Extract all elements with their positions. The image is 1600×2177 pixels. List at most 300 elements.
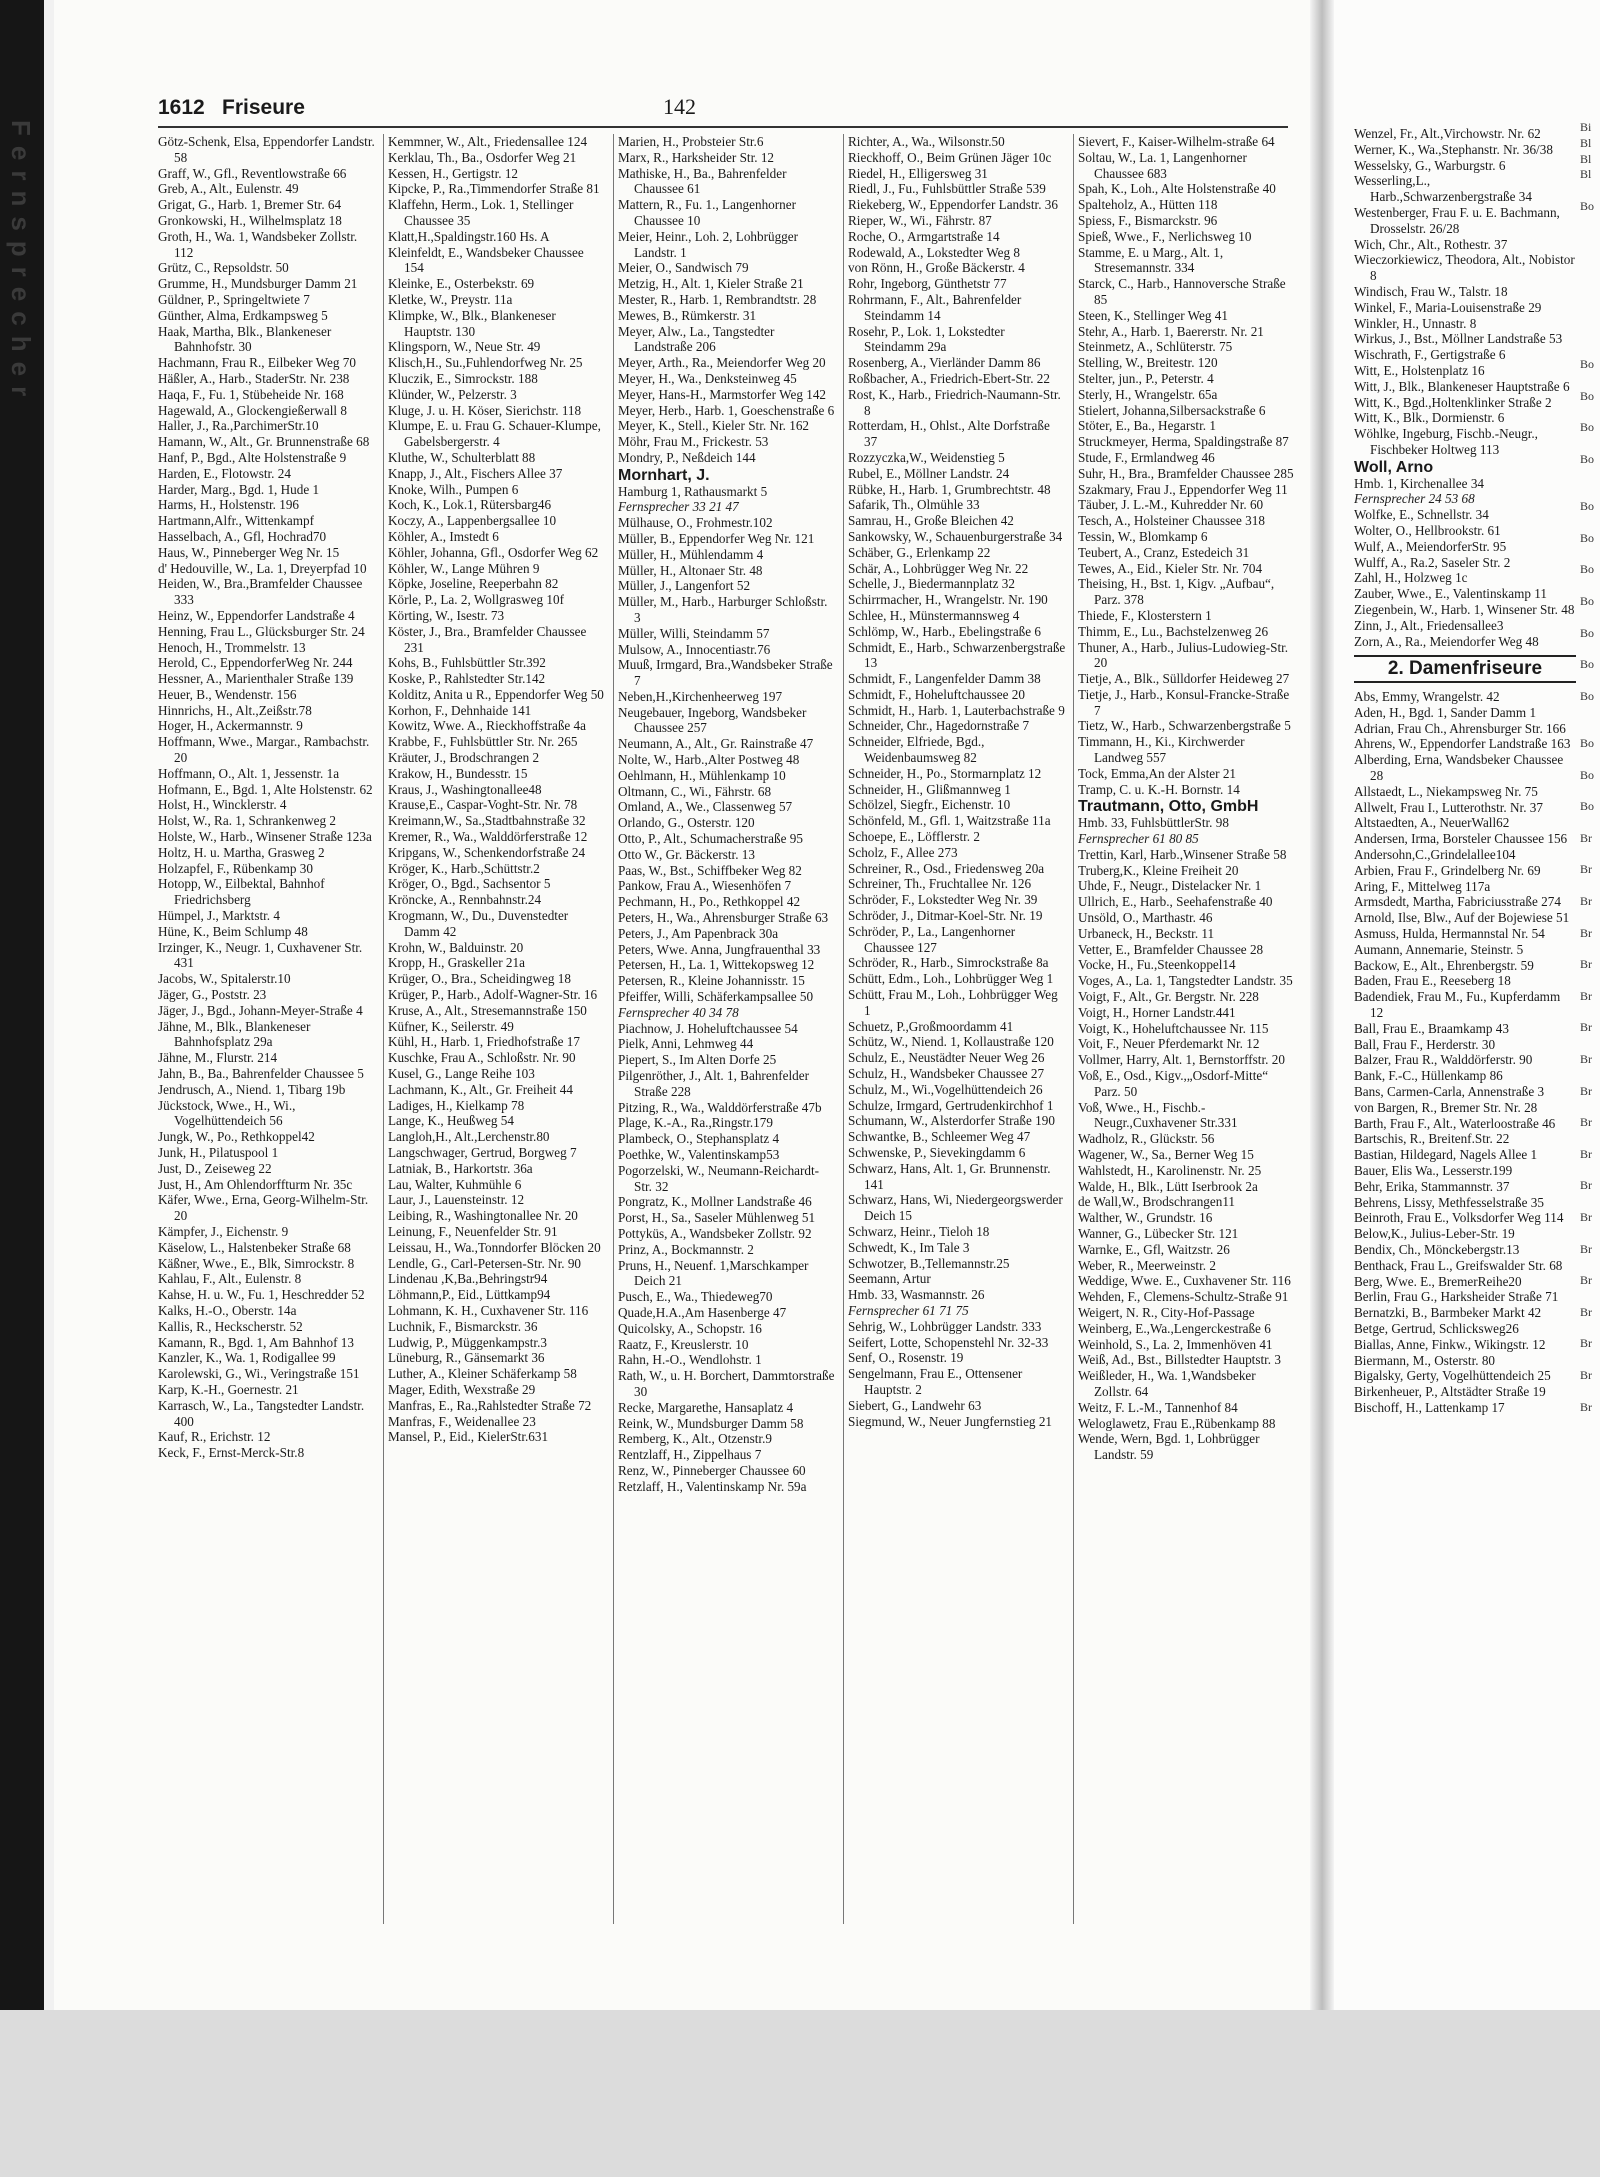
directory-entry: Kuschke, Frau A., Schloßstr. Nr. 90: [388, 1050, 576, 1066]
cut-entry-fragment: Bo: [1580, 562, 1595, 577]
directory-entry: Urbaneck, H., Beckstr. 11: [1078, 925, 1215, 941]
cut-entry-fragment: Br: [1580, 894, 1592, 909]
directory-entry: Götz-Schenk, Elsa, Eppendorfer Landstr. 58: [158, 134, 375, 165]
directory-entry: Kerklau, Th., Ba., Osdorfer Weg 21: [388, 149, 577, 165]
cut-entry-fragment: [1580, 673, 1600, 689]
directory-entry: Just, D., Zeiseweg 22: [158, 1160, 272, 1176]
directory-entry: Andersohn,C.,Grindelallee104: [1354, 847, 1516, 863]
directory-entry: Heuer, B., Wendenstr. 156: [158, 686, 297, 702]
directory-entry: Piachnow, J. Hoheluftchaussee 54: [618, 1020, 798, 1036]
column-divider: [383, 134, 384, 1924]
directory-entry: Winkel, F., Maria-Louisenstraße 29: [1354, 299, 1542, 315]
directory-entry: Meyer, Alw., La., Tangstedter Landstraße 206: [618, 323, 775, 355]
cut-entry-fragment: [1580, 215, 1600, 231]
directory-entry: Schreiner, R., Osd., Friedensweg 20a: [848, 860, 1045, 876]
directory-entry: Kripgans, W., Schenkendorfstraße 24: [388, 844, 586, 860]
directory-entry: Vetter, E., Bramfelder Chaussee 28: [1078, 941, 1264, 957]
directory-entry: Krohn, W., Balduinstr. 20: [388, 939, 524, 955]
directory-entry: Klatt,H.,Spaldingstr.160 Hs. A: [388, 228, 550, 244]
scan-edge: [44, 0, 54, 2010]
scan-border-bottom: [0, 2010, 1600, 2177]
directory-entry: Krüger, O., Bra., Scheidingweg 18: [388, 971, 571, 987]
cut-entry-fragment: [1580, 278, 1600, 294]
scan-border-left: [0, 0, 44, 2010]
directory-entry: Schütz, W., Niend. 1, Kollaustraße 120: [848, 1034, 1054, 1050]
directory-entry: Karrasch, W., La., Tangstedter Landstr. 400: [158, 1397, 365, 1429]
directory-entry: Weloglawetz, Frau E.,Rübenkamp 88: [1078, 1415, 1276, 1431]
directory-entry: Schneider, H., Po., Stormarnplatz 12: [848, 765, 1042, 781]
directory-entry: Meier, Heinr., Loh. 2, Lohbrügger Landstr. 1: [618, 228, 799, 260]
directory-entry: Thuner, A., Harb., Julius-Ludowieg-Str. 20: [1078, 639, 1289, 671]
directory-entry: Hagewald, A., Glockengießerwall 8: [158, 402, 347, 418]
directory-entry: Biallas, Anne, Finkw., Wikingstr. 12: [1354, 1336, 1546, 1352]
directory-entry: Pechmann, H., Po., Rethkoppel 42: [618, 894, 801, 910]
directory-entry: Kletke, W., Preystr. 11a: [388, 291, 513, 307]
directory-entry: Lohmann, K. H., Cuxhavener Str. 116: [388, 1302, 589, 1318]
directory-entry: Berg, Wwe. E., BremerReihe20: [1354, 1273, 1522, 1289]
directory-entry: Schulze, Irmgard, Gertrudenkirchhof 1: [848, 1097, 1054, 1113]
directory-entry: Arbien, Frau F., Grindelberg Nr. 69: [1354, 862, 1541, 878]
directory-entry: Kowitz, Wwe. A., Rieckhoffstraße 4a: [388, 718, 587, 734]
directory-entry: Irzinger, K., Neugr. 1, Cuxhavener Str. 431: [158, 939, 363, 971]
directory-entry: Luther, A., Kleiner Schäferkamp 58: [388, 1366, 577, 1382]
column-divider: [1073, 134, 1074, 1924]
directory-entry: Andersen, Irma, Borsteler Chaussee 156: [1354, 831, 1568, 847]
directory-entry: Witt, K., Bgd.,Holtenklinker Straße 2: [1354, 394, 1552, 410]
directory-entry: Müller, B., Eppendorfer Weg Nr. 121: [618, 530, 815, 546]
directory-entry: Kahse, H. u. W., Fu. 1, Heschredder 52: [158, 1287, 365, 1303]
section-heading-damenfriseure: 2. Damenfriseure: [1354, 655, 1576, 683]
directory-entry: Bernatzki, B., Barmbeker Markt 42: [1354, 1305, 1542, 1321]
directory-entry: Spieß, Wwe., F., Nerlichsweg 10: [1078, 228, 1252, 244]
directory-entry: Manfras, F., Weidenallee 23: [388, 1413, 536, 1429]
directory-entry: Siebert, G., Landwehr 63: [848, 1397, 982, 1413]
directory-entry: Kalks, H.-O., Oberstr. 14a: [158, 1302, 297, 1318]
directory-entry: Rieper, W., Wi., Fährstr. 87: [848, 212, 992, 228]
directory-entry: Aring, F., Mittelweg 117a: [1354, 878, 1491, 894]
directory-entry: Jäger, J., Bgd., Johann-Meyer-Straße 4: [158, 1002, 363, 1018]
directory-entry: Köhler, Johanna, Gfl., Osdorfer Weg 62: [388, 544, 599, 560]
directory-entry: Rotterdam, H., Ohlst., Alte Dorfstraße 37: [848, 418, 1050, 450]
cut-entry-fragment: Bo: [1580, 625, 1595, 640]
directory-entry: Bans, Carmen-Carla, Annenstraße 3: [1354, 1084, 1545, 1100]
directory-entry: Wadholz, R., Glückstr. 56: [1078, 1131, 1215, 1147]
directory-entry: Marx, R., Harksheider Str. 12: [618, 149, 775, 165]
cut-entry-fragment: [1580, 878, 1600, 894]
directory-entry: Stelling, W., Breitestr. 120: [1078, 355, 1218, 371]
directory-entry: Pusch, E., Wa., Thiedeweg70: [618, 1289, 773, 1305]
directory-entry: Ludwig, P., Müggenkampstr.3: [388, 1334, 547, 1350]
directory-entry: Beinroth, Frau E., Volksdorfer Weg 114: [1354, 1210, 1564, 1226]
directory-entry: Weber, R., Meerweinstr. 2: [1078, 1257, 1216, 1273]
directory-entry: Zauber, Wwe., E., Valentinskamp 11: [1354, 586, 1547, 602]
directory-entry: Zorn, A., Ra., Meiendorfer Weg 48: [1354, 633, 1539, 649]
directory-entry: Rieckhoff, O., Beim Grünen Jäger 10c: [848, 149, 1052, 165]
directory-entry: Schmidt, F., Langenfelder Damm 38: [848, 671, 1041, 687]
directory-entry: Schwarz, Heinr., Tieloh 18: [848, 1223, 990, 1239]
directory-entry: Tietz, W., Harb., Schwarzenbergstraße 5: [1078, 718, 1291, 734]
cut-entry-fragment: [1580, 1384, 1600, 1400]
directory-entry: Köpke, Joseline, Reeperbahn 82: [388, 576, 559, 592]
directory-entry: Kluczik, E., Simrockstr. 188: [388, 370, 538, 386]
cut-entry-fragment: [1580, 373, 1600, 389]
column-5: [1078, 134, 1296, 1924]
directory-entry: Mester, R., Harb. 1, Rembrandtstr. 28: [618, 291, 817, 307]
directory-entry: Ahrens, W., Eppendorfer Landstraße 163: [1354, 736, 1571, 752]
directory-entry: Hüne, K., Beim Schlump 48: [158, 923, 308, 939]
cut-entry-fragment: Bo: [1580, 688, 1595, 703]
directory-entry: Hoger, H., Ackermannstr. 9: [158, 718, 303, 734]
directory-entry: Piepert, S., Im Alten Dorfe 25: [618, 1052, 777, 1068]
directory-entry: Muuß, Irmgard, Bra.,Wandsbeker Straße 7: [618, 657, 833, 689]
directory-entry: Körting, W., Isestr. 73: [388, 607, 505, 623]
cut-entry-fragment: Bl: [1580, 167, 1592, 182]
directory-entry: Siegmund, W., Neuer Jungfernstieg 21: [848, 1413, 1053, 1429]
directory-entry: Mornhart, J.: [618, 466, 710, 484]
directory-entry: Kropp, H., Graskeller 21a: [388, 955, 525, 971]
directory-entry: Möhr, Frau M., Frickestr. 53: [618, 434, 769, 450]
center-page-number: 142: [663, 94, 696, 119]
directory-entry: Neugebauer, Ingeborg, Wandsbeker Chaussee 257: [618, 704, 807, 736]
directory-entry: Asmuss, Hulda, Hermannstal Nr. 54: [1354, 926, 1545, 942]
directory-entry: Hümpel, J., Marktstr. 4: [158, 908, 280, 924]
directory-entry: Klimpke, W., Blk., Blankeneser Hauptstr. 130: [388, 307, 556, 339]
directory-entry: Unsöld, O., Marthastr. 46: [1078, 910, 1213, 926]
directory-entry: Meyer, Herb., Harb. 1, Goeschenstraße 6: [618, 402, 835, 418]
cut-entry-fragment: [1580, 1321, 1600, 1337]
directory-entry: Schoepe, E., Löfflerstr. 2: [848, 829, 980, 845]
directory-entry: Stelter, jun., P., Peterstr. 4: [1078, 370, 1214, 386]
directory-entry: de Wall,W., Brodschrangen11: [1078, 1194, 1236, 1210]
directory-entry: Schröder, R., Harb., Simrockstraße 8a: [848, 955, 1049, 971]
directory-entry: Schwantke, B., Schleemer Weg 47: [848, 1129, 1031, 1145]
directory-entry: Fernsprecher 61 80 85: [1078, 831, 1199, 847]
directory-entry: Körle, P., La. 2, Wollgrasweg 10f: [388, 592, 564, 608]
cut-entry-fragment: [1580, 1005, 1600, 1021]
directory-entry: Holste, W., Harb., Winsener Straße 123a: [158, 829, 372, 845]
directory-entry: Rubel, E., Möllner Landstr. 24: [848, 465, 1010, 481]
directory-entry: Rath, W., u. H. Borchert, Dammtorstraße 30: [618, 1368, 835, 1399]
header-rule: [158, 126, 1288, 128]
directory-entry: Klingsporn, W., Neue Str. 49: [388, 339, 541, 355]
directory-entry: Ziegenbein, W., Harb. 1, Winsener Str. 48: [1354, 601, 1575, 617]
directory-entry: Bastian, Hildegard, Nagels Allee 1: [1354, 1147, 1538, 1163]
directory-entry: Krüger, P., Harb., Adolf-Wagner-Str. 16: [388, 987, 598, 1003]
directory-entry: Schumann, W., Alsterdorfer Straße 190: [848, 1113, 1055, 1129]
directory-entry: Gronkowski, H., Wilhelmsplatz 18: [158, 212, 342, 228]
directory-entry: Krabbe, F., Fuhlsbüttler Str. Nr. 265: [388, 734, 578, 750]
directory-entry: Werner, K., Wa.,Stephanstr. Nr. 36/38: [1354, 141, 1553, 157]
directory-entry: Häßler, A., Harb., StaderStr. Nr. 238: [158, 370, 350, 386]
cut-entry-fragment: Br: [1580, 1115, 1592, 1130]
directory-entry: Peters, H., Wa., Ahrensburger Straße 63: [618, 910, 829, 926]
directory-page-right: [1334, 0, 1600, 2010]
directory-entry: Hessner, A., Marienthaler Straße 139: [158, 671, 354, 687]
directory-entry: Weinberg, E.,Wa.,Lengerckestraße 6: [1078, 1320, 1271, 1336]
directory-entry: Müller, Willi, Steindamm 57: [618, 625, 770, 641]
directory-entry: Jähne, M., Blk., Blankeneser Bahnhofsplatz 29a: [158, 1018, 311, 1050]
directory-entry: Haller, J., Ra.,ParchimerStr.10: [158, 418, 319, 434]
directory-entry: Poethke, W., Valentinskamp53: [618, 1147, 780, 1162]
directory-entry: Baden, Frau E., Reeseberg 18: [1354, 973, 1511, 989]
directory-entry: Leinung, F., Neuenfelder Str. 91: [388, 1223, 558, 1239]
directory-entry: d' Hedouville, W., La. 1, Dreyerpfad 10: [158, 560, 367, 576]
cut-entry-fragment: [1580, 436, 1600, 452]
directory-entry: Timmann, H., Ki., Kirchwerder Landweg 557: [1078, 734, 1245, 766]
directory-entry: Harms, H., Holstenstr. 196: [158, 497, 300, 513]
directory-entry: Wagener, W., Sa., Berner Weg 15: [1078, 1147, 1254, 1162]
directory-entry: Spah, K., Loh., Alte Holstenstraße 40: [1078, 181, 1276, 197]
cut-entry-fragment: Br: [1580, 1273, 1592, 1288]
directory-entry: Bigalsky, Gerty, Vogelhüttendeich 25: [1354, 1368, 1551, 1384]
directory-entry: Klisch,H., Su.,Fuhlendorfweg Nr. 25: [388, 355, 583, 371]
directory-entry: Pongratz, K., Mollner Landstraße 46: [618, 1194, 812, 1210]
column-1: [158, 134, 376, 1924]
directory-entry: Rost, K., Harb., Friedrich-Naumann-Str. 8: [848, 386, 1061, 418]
directory-entry: Nolte, W., Harb.,Alter Postweg 48: [618, 752, 800, 768]
directory-entry: Käßner, Wwe., E., Blk, Simrockstr. 8: [158, 1255, 355, 1271]
directory-entry: Hamburg 1, Rathausmarkt 5: [618, 483, 768, 499]
directory-entry: Heiden, W., Bra.,Bramfelder Chaussee 333: [158, 576, 363, 608]
directory-entry: Pielk, Anni, Lehmweg 44: [618, 1036, 754, 1052]
directory-entry: Kahlau, F., Alt., Eulenstr. 8: [158, 1271, 302, 1287]
directory-entry: Kremer, R., Wa., Walddörferstraße 12: [388, 829, 588, 845]
directory-entry: Hasselbach, A., Gfl, Hochrad70: [158, 528, 327, 544]
directory-entry: Wesselsky, G., Warburgstr. 6: [1354, 157, 1506, 173]
directory-entry: Just, H., Am Ohlendorffturm Nr. 35c: [158, 1176, 353, 1192]
directory-entry: Uhde, F., Neugr., Distelacker Nr. 1: [1078, 878, 1262, 894]
cut-entry-fragment: Bo: [1580, 420, 1595, 435]
directory-entry: Sehrig, W., Lohbrügger Landstr. 333: [848, 1318, 1042, 1334]
directory-entry: Steen, K., Stellinger Weg 41: [1078, 307, 1228, 323]
cut-entry-fragment: [1580, 1226, 1600, 1242]
directory-entry: Knoke, Wilh., Pumpen 6: [388, 481, 519, 497]
directory-entry: Bendix, Ch., Mönckebergstr.13: [1354, 1241, 1520, 1257]
directory-entry: Petersen, H., La. 1, Wittekopsweg 12: [618, 957, 815, 973]
directory-entry: Güldner, P., Springeltwiete 7: [158, 291, 310, 307]
directory-entry: Günther, Alma, Erdkampsweg 5: [158, 307, 328, 323]
directory-entry: Seifert, Lotte, Schopenstehl Nr. 32-33: [848, 1334, 1049, 1350]
directory-entry: Jäger, G., Poststr. 23: [158, 987, 267, 1003]
directory-entry: Voß, E., Osd., Kigv.,„Osdorf-Mitte“ Parz. 50: [1078, 1068, 1269, 1099]
directory-entry: Kohs, B., Fuhlsbüttler Str.392: [388, 655, 546, 671]
featured-entry-address: Hmb. 1, Kirchenallee 34: [1354, 475, 1485, 491]
cut-entry-fragment: Br: [1580, 1052, 1592, 1067]
directory-entry: Stöter, E., Ba., Hegarstr. 1: [1078, 418, 1216, 434]
directory-entry: Kämpfer, J., Eichenstr. 9: [158, 1223, 289, 1239]
directory-entry: Below,K., Julius-Leber-Str. 19: [1354, 1226, 1515, 1242]
directory-entry: Sterly, H., Wrangelstr. 65a: [1078, 386, 1218, 402]
cut-entry-fragment: Br: [1580, 1241, 1592, 1256]
directory-entry: Aumann, Annemarie, Steinstr. 5: [1354, 941, 1524, 957]
directory-entry: Pogorzelski, W., Neumann-Reichardt-Str. 32: [618, 1162, 820, 1194]
directory-entry: Windisch, Frau W., Talstr. 18: [1354, 283, 1508, 299]
cut-entry-fragment: [1580, 183, 1600, 199]
cut-entry-fragment: Br: [1580, 957, 1592, 972]
cut-entry-fragment: [1580, 1289, 1600, 1305]
directory-entry: Luchnik, F., Bismarckstr. 36: [388, 1318, 538, 1334]
directory-entry: Wehden, F., Clemens-Schultz-Straße 91: [1078, 1289, 1289, 1305]
directory-entry: Sankowsky, W., Schauenburgerstraße 34: [848, 528, 1063, 544]
directory-entry: Schmidt, H., Harb. 1, Lauterbachstraße 9: [848, 702, 1065, 718]
directory-entry: Vocke, H., Fu.,Steenkoppel14: [1078, 957, 1236, 973]
directory-entry: Heinz, W., Eppendorfer Landstraße 4: [158, 607, 355, 623]
directory-entry: Kamann, R., Bgd. 1, Am Bahnhof 13: [158, 1334, 354, 1350]
directory-entry: Stude, F., Ermlandweg 46: [1078, 449, 1215, 465]
directory-entry: Kräuter, J., Brodschrangen 2: [388, 750, 540, 766]
directory-entry: Löhmann,P., Eid., Lüttkamp94: [388, 1287, 551, 1303]
directory-entry: Schröder, P., La., Langenhorner Chaussee 127: [848, 923, 1016, 955]
directory-entry: Kröger, O., Bgd., Sachsentor 5: [388, 876, 551, 892]
cut-entry-fragment: [1580, 468, 1600, 484]
directory-entry: Quicolsky, A., Schopstr. 16: [618, 1320, 762, 1336]
directory-entry: Kühl, H., Harb. 1, Friedhofstraße 17: [388, 1034, 580, 1050]
directory-entry: Tramp, C. u. K.-H. Bornstr. 14: [1078, 781, 1240, 797]
cut-entry-fragment: Br: [1580, 830, 1592, 845]
cut-entry-fragment: Bl: [1580, 151, 1592, 166]
directory-entry: Pankow, Frau A., Wiesenhöfen 7: [618, 878, 792, 894]
directory-entry: Steinmetz, A., Schlüterstr. 75: [1078, 339, 1233, 355]
cut-entry-fragment: [1580, 610, 1600, 626]
page2-entries-b: [1354, 507, 1576, 649]
directory-entry: Rodewald, A., Lokstedter Weg 8: [848, 244, 1020, 260]
directory-entry: Weißleder, H., Wa. 1,Wandsbeker Zollstr. 64: [1078, 1368, 1256, 1399]
directory-entry: Fernsprecher 61 71 75: [848, 1302, 969, 1318]
directory-entry: Backow, E., Alt., Ehrenbergstr. 59: [1354, 957, 1534, 973]
directory-entry: Truberg,K., Kleine Freiheit 20: [1078, 862, 1239, 878]
directory-entry: Plage, K.-A., Ra.,Ringstr.179: [618, 1115, 773, 1131]
cut-entry-fragment: [1580, 1131, 1600, 1147]
directory-entry: Lau, Walter, Kuhmühle 6: [388, 1176, 522, 1192]
directory-entry: Neumann, A., Alt., Gr. Rainstraße 47: [618, 736, 814, 752]
directory-entry: Tietje, J., Harb., Konsul-Francke-Straße 7: [1078, 686, 1290, 718]
directory-entry: Knapp, J., Alt., Fischers Allee 37: [388, 465, 563, 481]
directory-entry: Pilgenröther, J., Alt. 1, Bahrenfelder Straße 228: [618, 1068, 810, 1099]
directory-entry: Riedel, H., Elligersweg 31: [848, 165, 988, 181]
column-divider: [843, 134, 844, 1924]
cut-entry-fragment: Bo: [1580, 530, 1595, 545]
directory-entry: Klünder, W., Pelzerstr. 3: [388, 386, 517, 402]
directory-entry: Neben,H.,Kirchenheerweg 197: [618, 688, 783, 704]
directory-entry: Biermann, M., Osterstr. 80: [1354, 1352, 1496, 1368]
directory-entry: Schütt, Edm., Loh., Lohbrügger Weg 1: [848, 971, 1054, 987]
directory-entry: Bischoff, H., Lattenkamp 17: [1354, 1399, 1505, 1415]
directory-entry: Spiess, F., Bismarckstr. 96: [1078, 212, 1218, 228]
directory-entry: Grumme, H., Mundsburger Damm 21: [158, 276, 358, 292]
book-gutter: [1310, 0, 1334, 2010]
directory-entry: Rübke, H., Harb. 1, Grumbrechtstr. 48: [848, 481, 1051, 497]
directory-entry: Jückstock, Wwe., H., Wi., Vogelhüttendeich 56: [158, 1097, 296, 1129]
directory-entry: Witt, K., Blk., Dormienstr. 6: [1354, 410, 1505, 426]
directory-entry: Tesch, A., Holsteiner Chaussee 318: [1078, 513, 1265, 529]
directory-entry: Wirkus, J., Bst., Möllner Landstraße 53: [1354, 331, 1563, 347]
cut-entry-fragment: Bo: [1580, 499, 1595, 514]
directory-entry: Harden, E., Flotowstr. 24: [158, 465, 291, 481]
cut-entry-fragment: [1580, 325, 1600, 341]
directory-entry: Wischrath, F., Gertigstraße 6: [1354, 347, 1506, 363]
directory-entry: Kruse, A., Alt., Stresemannstraße 150: [388, 1002, 587, 1018]
cut-entry-fragment: [1580, 720, 1600, 736]
directory-entry: Rosehr, P., Lok. 1, Lokstedter Steindamm 29a: [848, 323, 1005, 355]
directory-entry: Meier, O., Sandwisch 79: [618, 260, 749, 276]
directory-entry: Schuetz, P.,Großmoordamm 41: [848, 1018, 1014, 1034]
directory-entry: Pitzing, R., Wa., Walddörferstraße 47b: [618, 1099, 822, 1115]
directory-entry: Aden, H., Bgd. 1, Sander Damm 1: [1354, 704, 1537, 720]
cut-entry-fragment: Br: [1580, 1083, 1592, 1098]
cut-entry-fragment: [1580, 641, 1600, 657]
directory-entry: Wieczorkiewicz, Theodora, Alt., Nobistor 8: [1354, 252, 1575, 284]
directory-entry: Marien, H., Probsteier Str.6: [618, 134, 764, 149]
directory-entry: Schröder, F., Lokstedter Weg Nr. 39: [848, 892, 1038, 908]
spine-text: Fernsprecher: [6, 120, 36, 407]
directory-entry: Rosenberg, A., Vierländer Damm 86: [848, 355, 1041, 371]
cut-entry-fragment: Br: [1580, 988, 1592, 1003]
directory-entry: Schönfeld, M., Gfl. 1, Waitzstraße 11a: [848, 813, 1051, 829]
directory-entry: Wolfke, E., Schnellstr. 34: [1354, 507, 1489, 523]
cut-entry-fragment: Br: [1580, 1304, 1592, 1319]
directory-entry: Schwarz, Hans, Wi, Niedergeorgswerder Deich 15: [848, 1192, 1063, 1224]
directory-entry: Riekeberg, W., Eppendorfer Landstr. 36: [848, 197, 1058, 213]
directory-entry: Grütz, C., Repsoldstr. 50: [158, 260, 289, 276]
directory-entry: Hoffmann, O., Alt. 1, Jessenstr. 1a: [158, 765, 340, 781]
directory-entry: Reink, W., Mundsburger Damm 58: [618, 1415, 804, 1431]
directory-entry: Schlömp, W., Harb., Ebelingstraße 6: [848, 623, 1042, 639]
directory-entry: Hartmann,Alfr., Wittenkampf: [158, 513, 314, 529]
directory-entry: Thiede, F., Klosterstern 1: [1078, 607, 1212, 623]
directory-entry: Winkler, H., Unnastr. 8: [1354, 315, 1477, 331]
directory-entry: Scholz, F., Allee 273: [848, 844, 958, 860]
directory-entry: Laur, J., Lauensteinstr. 12: [388, 1192, 525, 1208]
directory-entry: Mülhause, O., Frohmestr.102: [618, 515, 773, 531]
directory-entry: Holtz, H. u. Martha, Grasweg 2: [158, 844, 325, 860]
directory-entry: Zinn, J., Alt., Friedensallee3: [1354, 617, 1504, 633]
directory-entry: Käfer, Wwe., Erna, Georg-Wilhelm-Str. 20: [158, 1192, 369, 1224]
cut-entry-fragment: [1580, 294, 1600, 310]
directory-entry: Wolter, O., Hellbrookstr. 61: [1354, 522, 1501, 538]
directory-entry: Holst, W., Ra. 1, Schrankenweg 2: [158, 813, 337, 829]
directory-entry: Badendiek, Frau M., Fu., Kupferdamm 12: [1354, 989, 1561, 1021]
directory-entry: Müller, H., Altonaer Str. 48: [618, 562, 763, 578]
cut-entry-fragment: Bo: [1580, 736, 1595, 751]
cut-entry-fragment: Br: [1580, 1336, 1592, 1351]
directory-entry: Wulff, A., Ra.2, Saseler Str. 2: [1354, 554, 1511, 570]
directory-entry: Trettin, Karl, Harb.,Winsener Straße 58: [1078, 846, 1287, 862]
directory-entry: Greb, A., Alt., Eulenstr. 49: [158, 181, 299, 197]
directory-entry: Bauer, Elis Wa., Lesserstr.199: [1354, 1163, 1513, 1178]
cut-entry-fragment: Bi: [1580, 120, 1592, 134]
directory-entry: Voigt, F., Alt., Gr. Bergstr. Nr. 228: [1078, 989, 1259, 1005]
directory-entry: Wich, Chr., Alt., Rothestr. 37: [1354, 236, 1508, 252]
directory-entry: Allwelt, Frau I., Lutterothstr. Nr. 37: [1354, 799, 1543, 815]
directory-entry: Schneider, Chr., Hagedornstraße 7: [848, 718, 1030, 734]
directory-entry: Allstaedt, L., Niekampsweg Nr. 75: [1354, 783, 1538, 799]
directory-entry: Kröncke, A., Rennbahnstr.24: [388, 892, 542, 908]
directory-entry: Trautmann, Otto, GmbH: [1078, 798, 1259, 816]
directory-entry: Altstaedten, A., NeuerWall62: [1354, 815, 1510, 831]
directory-entry: Bartschis, R., Breitenf.Str. 22: [1354, 1131, 1510, 1147]
cut-entry-fragment: [1580, 1352, 1600, 1368]
directory-entry: Kallis, R., Heckscherstr. 52: [158, 1318, 303, 1334]
directory-entry: Henoch, H., Trommelstr. 13: [158, 639, 306, 655]
directory-entry: Mathiske, H., Ba., Bahrenfelder Chaussee 61: [618, 165, 787, 197]
directory-entry: Pruns, H., Neuenf. 1,Marschkamper Deich 21: [618, 1257, 809, 1289]
directory-entry: Schneider, H., Glißmannweg 1: [848, 781, 1011, 797]
directory-entry: Schwedt, K., Im Tale 3: [848, 1239, 970, 1255]
directory-entry: Weigert, N. R., City-Hof-Passage: [1078, 1304, 1255, 1320]
cut-entry-fragment: Bo: [1580, 198, 1595, 213]
column-2: [388, 134, 606, 1924]
directory-entry: Kleinfeldt, E., Wandsbeker Chaussee 154: [388, 244, 584, 276]
